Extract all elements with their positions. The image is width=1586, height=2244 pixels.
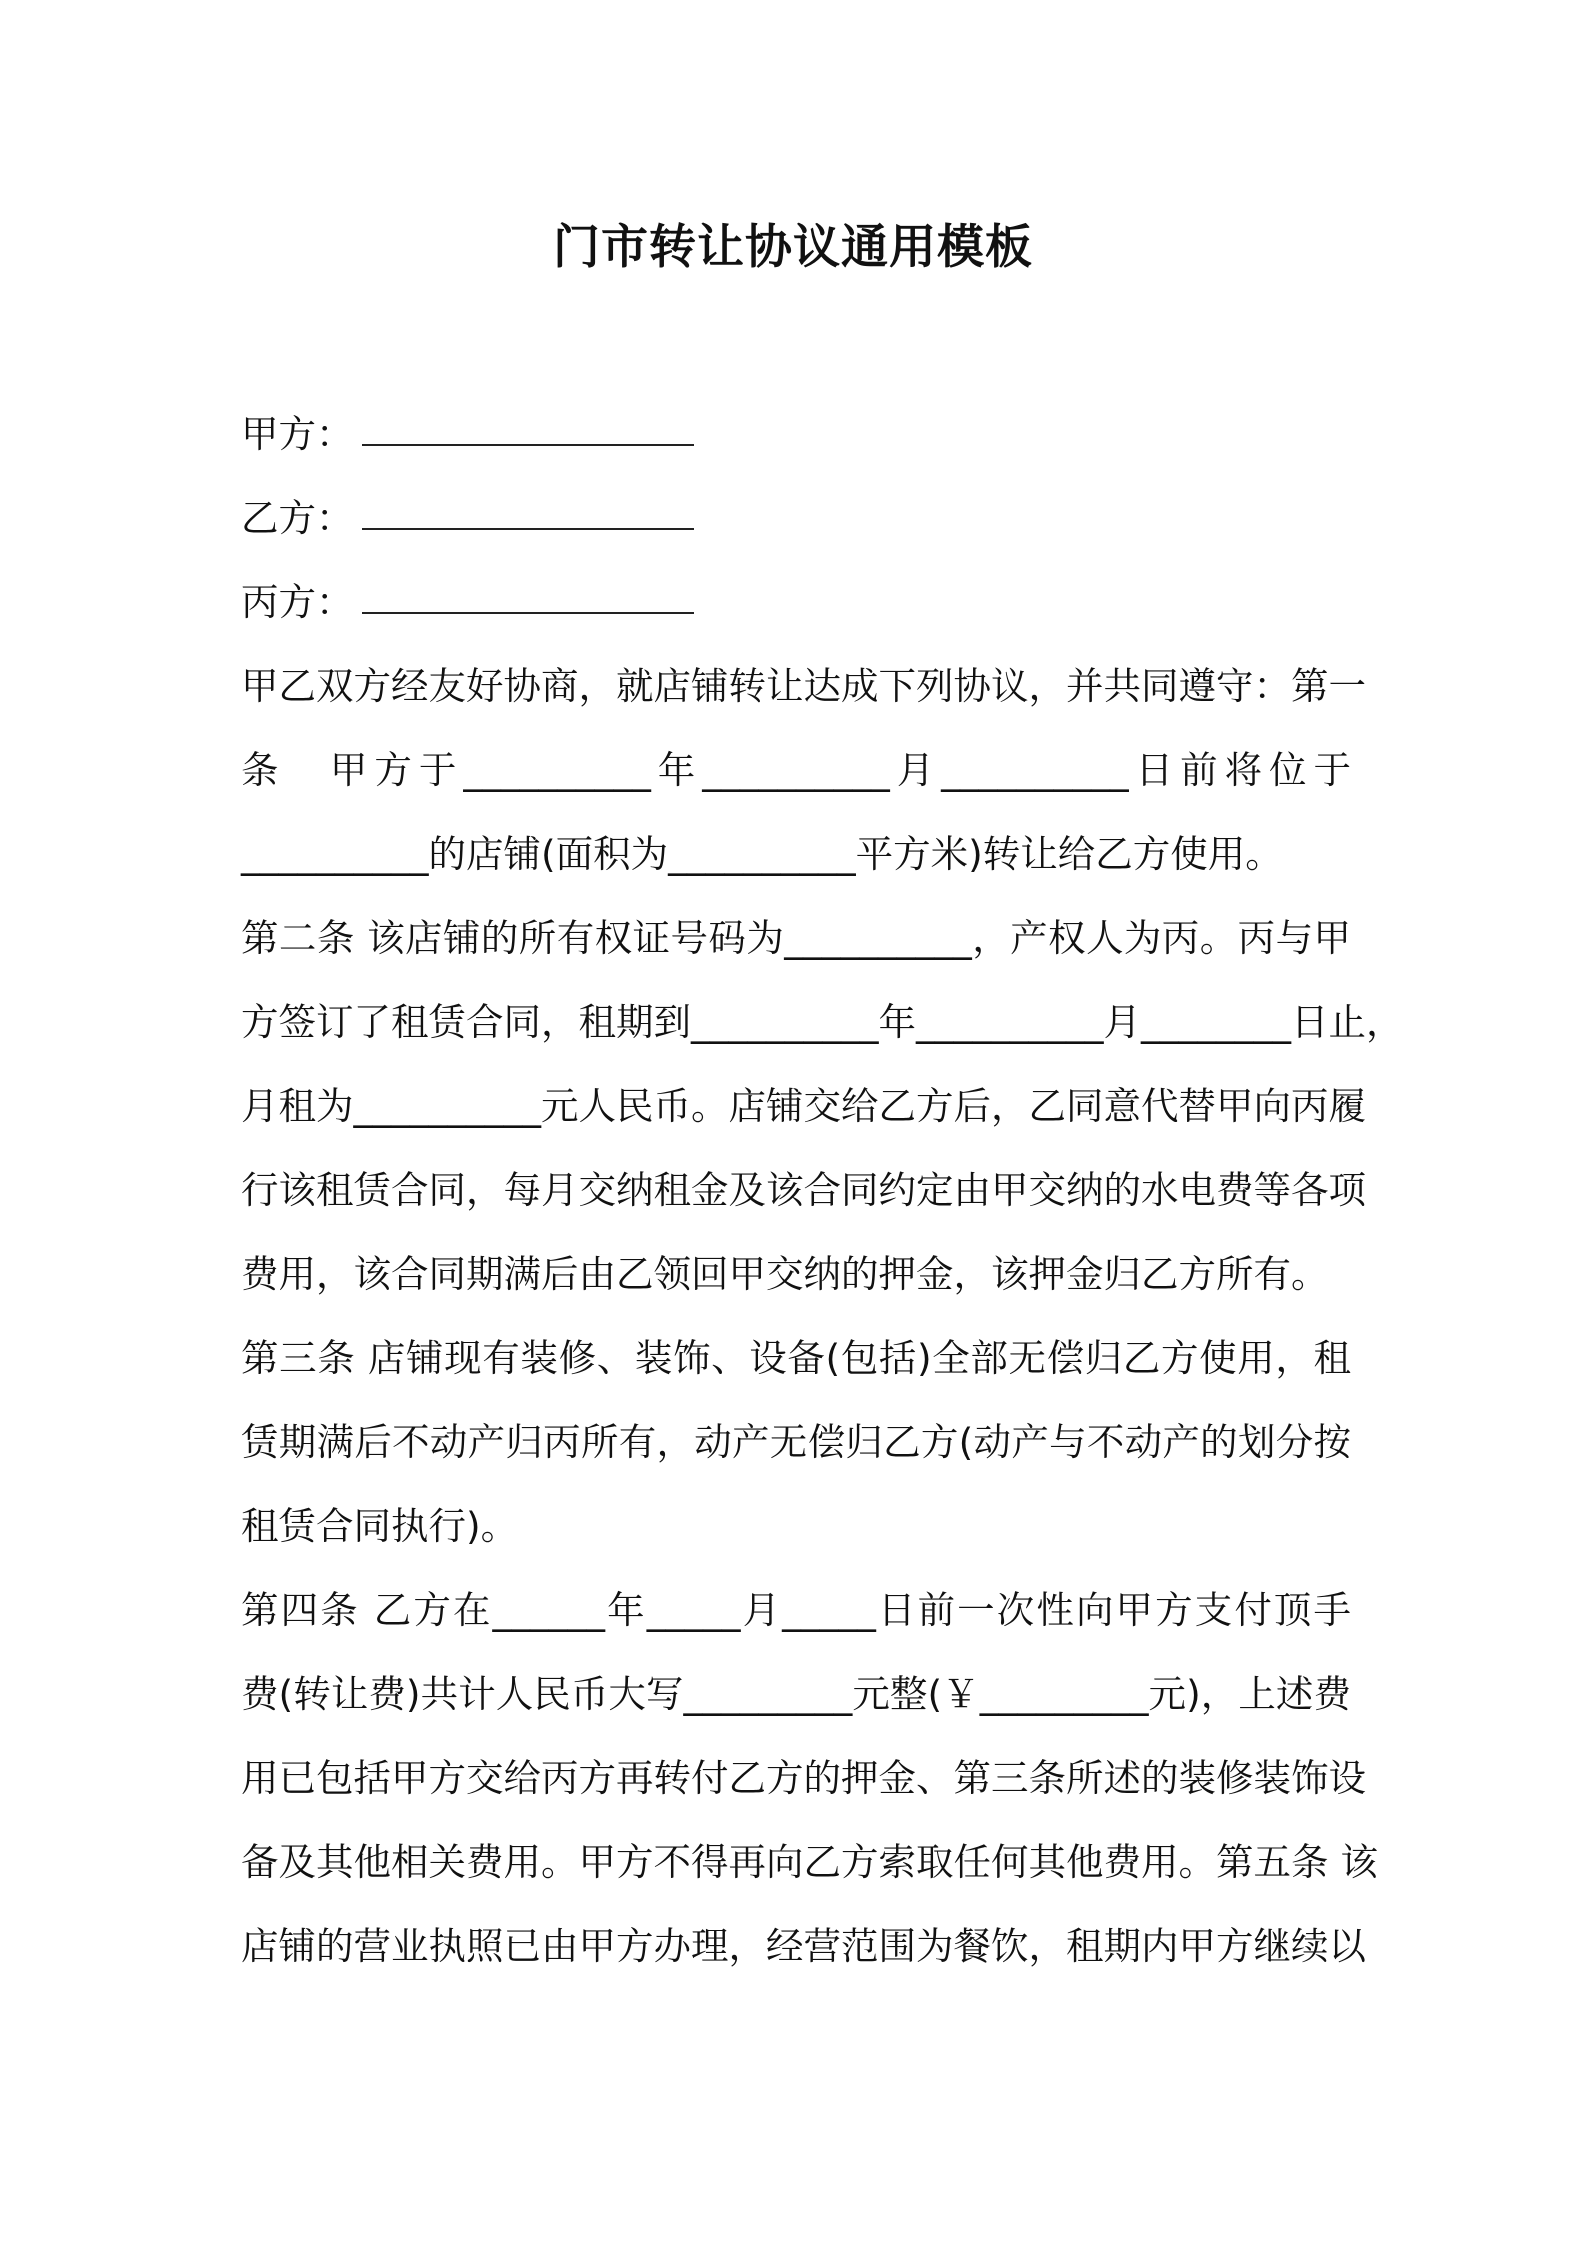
body-line: 店铺的营业执照已由甲方办理，经营范围为餐饮，租期内甲方继续以 [241, 1924, 1366, 1968]
body-line: __________的店铺(面积为__________平方米)转让给乙方使用。 [241, 832, 1283, 876]
body-line: 甲乙双方经友好协商，就店铺转让达成下列协议，并共同遵守：第一 [241, 664, 1366, 708]
body-line: 费用，该合同期满后由乙领回甲交纳的押金，该押金归乙方所有。 [241, 1252, 1329, 1296]
party-a-label: 甲方： [241, 412, 354, 456]
body-line: 条 甲方于__________年__________月__________日前将位于 [241, 748, 1351, 792]
party-c-line [241, 560, 694, 644]
body-line: 租赁合同执行)。 [241, 1504, 519, 1548]
party-c-label: 丙方： [241, 580, 354, 624]
party-a-blank[interactable] [354, 392, 694, 476]
body-line: 行该租赁合同，每月交纳租金及该合同约定由甲交纳的水电费等各项 [241, 1168, 1366, 1212]
body-line: 第四条 乙方在______年_____月_____日前一次性向甲方支付顶手 [241, 1588, 1351, 1632]
body-line: 方签订了租赁合同，租期到__________年__________月________日止， [241, 1000, 1404, 1044]
party-b-label: 乙方： [241, 496, 354, 540]
party-a-line [241, 392, 694, 476]
party-c-blank[interactable] [354, 560, 694, 644]
body-line: 第三条 店铺现有装修、装饰、设备(包括)全部无偿归乙方使用，租 [241, 1336, 1351, 1380]
body-line: 用已包括甲方交给丙方再转付乙方的押金、第三条所述的装修装饰设 [241, 1756, 1366, 1800]
body-line: 月租为__________元人民币。店铺交给乙方后，乙同意代替甲向丙履 [241, 1084, 1366, 1128]
body-line: 费(转让费)共计人民币大写_________元整(￥_________元)，上述费 [241, 1672, 1351, 1716]
body-line: 备及其他相关费用。甲方不得再向乙方索取任何其他费用。第五条 该 [241, 1840, 1378, 1884]
body-line: 赁期满后不动产归丙所有，动产无偿归乙方(动产与不动产的划分按 [241, 1420, 1351, 1464]
document-title: 门市转让协议通用模板 [553, 220, 1033, 275]
party-b-blank[interactable] [354, 476, 694, 560]
party-b-line [241, 476, 694, 560]
body-line: 第二条 该店铺的所有权证号码为__________，产权人为丙。丙与甲 [241, 916, 1351, 960]
